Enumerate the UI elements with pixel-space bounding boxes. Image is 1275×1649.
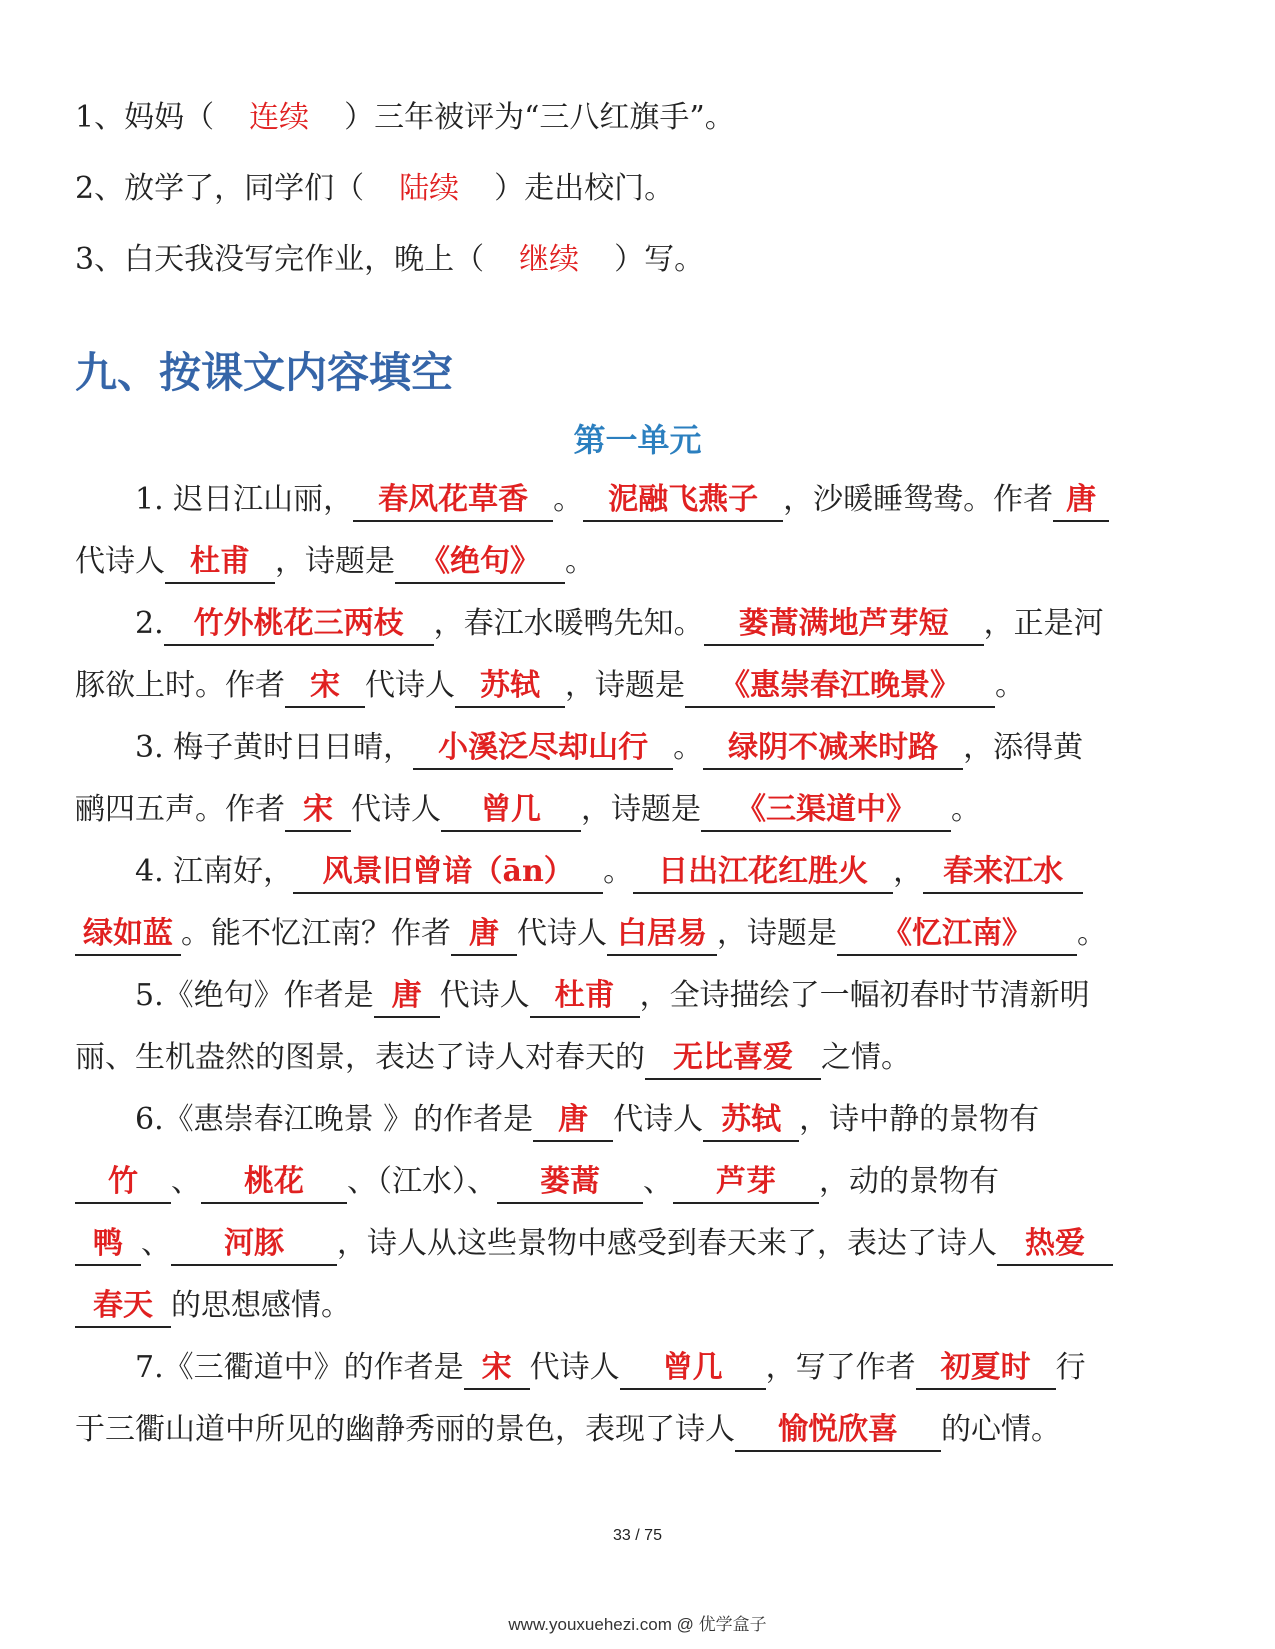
answer-blank: 春来江水 bbox=[923, 852, 1083, 894]
answer-blank: 曾几 bbox=[620, 1348, 766, 1390]
answer-blank: 唐 bbox=[451, 914, 517, 956]
answer-blank: 宋 bbox=[464, 1348, 530, 1390]
fill-sentence-2 bbox=[75, 167, 1205, 211]
question-6-line-3: 鸭 、 河豚 ，诗人从这些景物中感受到春天来了，表达了诗人 热爱 bbox=[75, 1216, 1215, 1278]
question-1-line-1: 1. 迟日江山丽， 春风花草香 。 泥融飞燕子 ，沙暖睡鸳鸯。作者 唐 bbox=[75, 472, 1215, 534]
answer-blank: 竹 bbox=[75, 1162, 171, 1204]
answer-blank: 杜甫 bbox=[165, 542, 275, 584]
sentence-text: ）走出校门。 bbox=[494, 171, 675, 206]
page-number: 33 / 75 bbox=[613, 1527, 662, 1544]
question-5-line-1: 5.《绝句》作者是 唐 代诗人 杜甫 ，全诗描绘了一幅初春时节清新明 bbox=[75, 968, 1215, 1030]
question-4-line-1: 4. 江南好， 风景旧曾谙（ān） 。 日出江花红胜火 ， 春来江水 bbox=[75, 844, 1215, 906]
fill-sentence-1 bbox=[75, 96, 1205, 140]
answer-blank: 苏轼 bbox=[455, 666, 565, 708]
answer-blank: 日出江花红胜火 bbox=[633, 852, 893, 894]
answer-blank: 曾几 bbox=[441, 790, 581, 832]
sentence-text: ）写。 bbox=[614, 242, 705, 277]
answer-blank: 《惠崇春江晚景》 bbox=[685, 666, 995, 708]
sentence-text: 3、白天我没写完作业，晚上（ bbox=[75, 242, 485, 277]
answer-blank: 蒌蒿 bbox=[497, 1162, 643, 1204]
answer-blank: 河豚 bbox=[171, 1224, 337, 1266]
answer-blank: 宋 bbox=[285, 790, 351, 832]
answer-blank: 愉悦欣喜 bbox=[735, 1410, 941, 1452]
answer-blank: 鸭 bbox=[75, 1224, 141, 1266]
answer-blank: 风景旧曾谙（ān） bbox=[293, 852, 603, 894]
question-4-line-2: 绿如蓝 。能不忆江南？作者 唐 代诗人 白居易 ，诗题是 《忆江南》 。 bbox=[75, 906, 1215, 968]
answer-blank: 唐 bbox=[533, 1100, 613, 1142]
question-1-line-2: 代诗人 杜甫 ，诗题是 《绝句》 。 bbox=[75, 534, 1215, 596]
answer-blank: 春天 bbox=[75, 1286, 171, 1328]
question-7-line-1: 7.《三衢道中》的作者是 宋 代诗人 曾几 ，写了作者 初夏时 行 bbox=[75, 1340, 1215, 1402]
answer-blank: 唐 bbox=[374, 976, 440, 1018]
answer-blank: 杜甫 bbox=[530, 976, 640, 1018]
sentence-text: ）三年被评为“三八红旗手”。 bbox=[344, 100, 735, 135]
answer-blank: 白居易 bbox=[607, 914, 717, 956]
question-list bbox=[75, 472, 1215, 1464]
question-3-line-1: 3. 梅子黄时日日晴， 小溪泛尽却山行 。 绿阴不减来时路 ，添得黄 bbox=[75, 720, 1215, 782]
answer-blank: 唐 bbox=[1053, 480, 1109, 522]
sentence-text: 1、妈妈（ bbox=[75, 100, 215, 135]
answer-blank: 宋 bbox=[285, 666, 365, 708]
question-3-line-2: 鹂四五声。作者 宋 代诗人 曾几 ，诗题是 《三渠道中》 。 bbox=[75, 782, 1215, 844]
answer-blank: 竹外桃花三两枝 bbox=[164, 604, 434, 646]
answer-blank: 绿阴不减来时路 bbox=[703, 728, 963, 770]
question-2-line-2: 豚欲上时。作者 宋 代诗人 苏轼 ，诗题是 《惠崇春江晚景》 。 bbox=[75, 658, 1215, 720]
question-6-line-1: 6.《惠崇春江晚景 》的作者是 唐 代诗人 苏轼 ，诗中静的景物有 bbox=[75, 1092, 1215, 1154]
answer-blank: 《绝句》 bbox=[395, 542, 565, 584]
question-2-line-1: 2. 竹外桃花三两枝 ，春江水暖鸭先知。 蒌蒿满地芦芽短 ，正是河 bbox=[75, 596, 1215, 658]
footer-watermark: www.youxuehezi.com @ 优学盒子 bbox=[508, 1615, 767, 1634]
answer-blank: 小溪泛尽却山行 bbox=[413, 728, 673, 770]
sentence-text: 2、放学了，同学们（ bbox=[75, 171, 365, 206]
answer-blank: 热爱 bbox=[997, 1224, 1113, 1266]
answer-text: 陆续 bbox=[399, 171, 460, 206]
answer-blank: 绿如蓝 bbox=[75, 914, 181, 956]
question-7-line-2: 于三衢山道中所见的幽静秀丽的景色，表现了诗人 愉悦欣喜 的心情。 bbox=[75, 1402, 1215, 1464]
answer-text: 继续 bbox=[519, 242, 580, 277]
answer-blank: 蒌蒿满地芦芽短 bbox=[704, 604, 984, 646]
question-5-line-2: 丽、生机盎然的图景，表达了诗人对春天的 无比喜爱 之情。 bbox=[75, 1030, 1215, 1092]
answer-blank: 泥融飞燕子 bbox=[583, 480, 783, 522]
answer-blank: 春风花草香 bbox=[353, 480, 553, 522]
answer-blank: 芦芽 bbox=[673, 1162, 819, 1204]
answer-blank: 无比喜爱 bbox=[645, 1038, 821, 1080]
fill-sentence-3 bbox=[75, 238, 1205, 282]
question-6-line-2: 竹 、 桃花 、（江水）、 蒌蒿 、 芦芽 ，动的景物有 bbox=[75, 1154, 1215, 1216]
answer-blank: 苏轼 bbox=[703, 1100, 799, 1142]
answer-blank: 初夏时 bbox=[916, 1348, 1056, 1390]
section-title: 九、按课文内容填空 bbox=[75, 348, 454, 397]
answer-text: 连续 bbox=[249, 100, 310, 135]
answer-blank: 《忆江南》 bbox=[837, 914, 1077, 956]
unit-title: 第一单元 bbox=[573, 421, 702, 459]
answer-blank: 《三渠道中》 bbox=[701, 790, 951, 832]
question-6-line-4: 春天 的思想感情。 bbox=[75, 1278, 1215, 1340]
answer-blank: 桃花 bbox=[201, 1162, 347, 1204]
